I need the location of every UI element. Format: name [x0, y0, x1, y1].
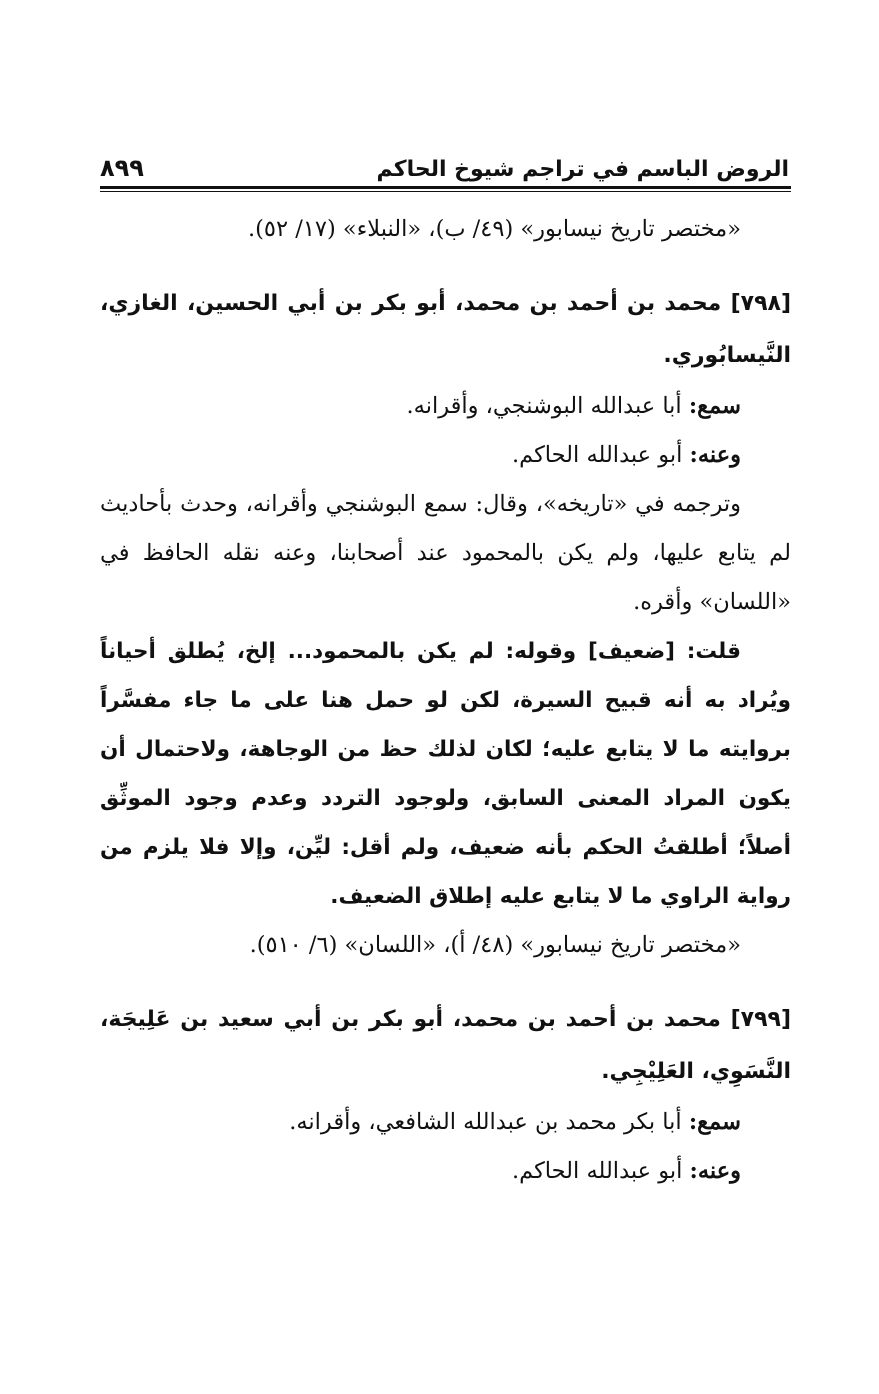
- from-him-label: وعنه:: [689, 1158, 741, 1184]
- source-reference-top: «مختصر تاريخ نيسابور» (٤٩/ ب)، «النبلاء» (١٧/ ٥٢).: [247, 216, 741, 242]
- entry-799-from-him: [100, 1147, 791, 1196]
- page-body: [100, 205, 791, 1196]
- heard-label: سمع:: [688, 393, 741, 419]
- heard-label: سمع:: [688, 1109, 741, 1135]
- entry-798-comment: قلت: [ضعيف] وقوله: لم يكن بالمحمود... إلخ، يُطلق أحياناً ويُراد به أنه قبيح السيرة، لكن لو حمل هنا على ما جاء مفسَّراً بروايته ما لا يتابع عليه؛ لكان لذلك حظ من الوجاهة، ولاحتمال أن يكون المراد المعنى السابق، ولوجود التردد وعدم وجود الموثِّق أصلاً؛ أطلقتُ الحكم بأنه ضعيف، ولم أقل: ليِّن، وإلا فلا يلزم من رواية الراوي ما لا يتابع عليه إطلاق الضعيف.: [100, 639, 791, 909]
- entry-799-heard: [100, 1098, 791, 1147]
- spacer: [100, 970, 791, 994]
- entry-798-biography: وترجمه في «تاريخه»، وقال: سمع البوشنجي وأقرانه، وحدث بأحاديث لم يتابع عليها، ولم يكن بالمحمود عند أصحابنا، وعنه نقله الحافظ في «اللسان» وأقره.: [100, 491, 791, 615]
- running-title: الروض الباسم في تراجم شيوخ الحاكم: [376, 157, 789, 182]
- header-rule-thin: [100, 191, 791, 192]
- page-number: ٨٩٩: [100, 154, 144, 182]
- from-him-label: وعنه:: [689, 442, 741, 468]
- entry-798-heard: [100, 382, 791, 431]
- entry-798-heading: [٧٩٨] محمد بن أحمد بن محمد، أبو بكر بن أبي الحسين، الغازي، النَّيسابُوري.: [100, 291, 791, 368]
- header-rule: [100, 186, 791, 189]
- spacer: [100, 254, 791, 278]
- entry-798-from-him: [100, 431, 791, 480]
- entry-798-sources: «مختصر تاريخ نيسابور» (٤٨/ أ)، «اللسان» (٦/ ٥١٠).: [249, 932, 741, 958]
- from-him-text: أبو عبدالله الحاكم.: [511, 442, 683, 468]
- heard-text: أبا عبدالله البوشنجي، وأقرانه.: [406, 393, 682, 419]
- from-him-text: أبو عبدالله الحاكم.: [511, 1158, 683, 1184]
- page-header: [100, 138, 789, 182]
- heard-text: أبا بكر محمد بن عبدالله الشافعي، وأقرانه.: [289, 1109, 682, 1135]
- entry-799-heading: [٧٩٩] محمد بن أحمد بن محمد، أبو بكر بن أبي سعيد بن عَلِيجَة، النَّسَوِي، العَلِيْجِي.: [100, 1007, 791, 1084]
